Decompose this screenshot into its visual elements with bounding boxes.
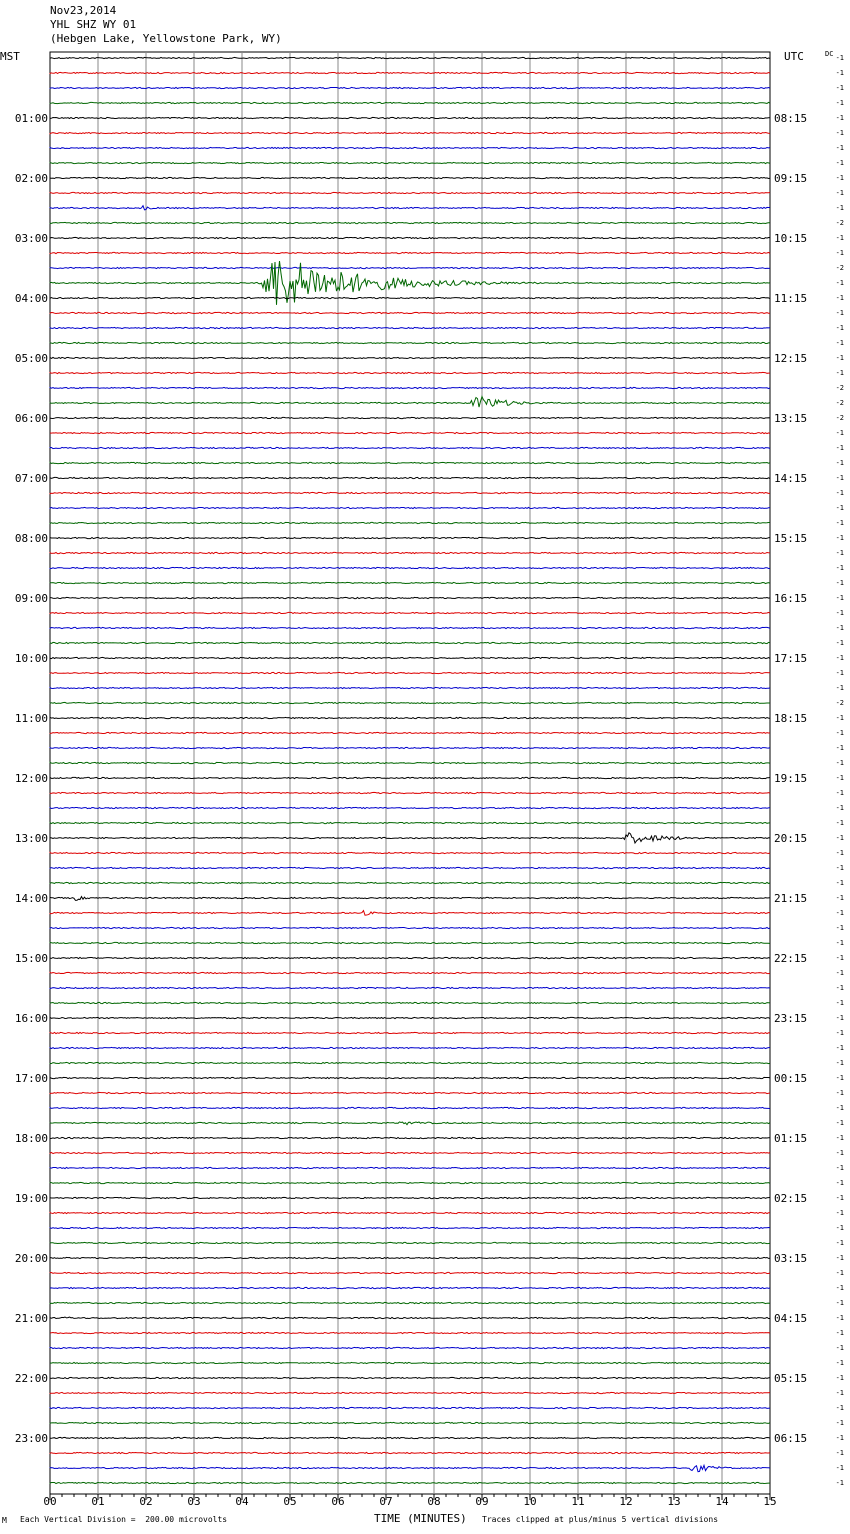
utc-hour-label: 21:15 bbox=[774, 892, 808, 905]
utc-hour-label: 22:15 bbox=[774, 952, 808, 965]
trace-row bbox=[50, 192, 770, 193]
dc-offset-label: -1 bbox=[835, 654, 844, 662]
dc-offset-label: -1 bbox=[835, 774, 844, 782]
mst-hour-label: 14:00 bbox=[14, 892, 48, 905]
dc-offset-label: -1 bbox=[835, 429, 844, 437]
dc-offset-label: -1 bbox=[835, 114, 844, 122]
utc-hour-label: 16:15 bbox=[774, 592, 808, 605]
dc-offset-label: -1 bbox=[835, 234, 844, 242]
mst-hour-label: 20:00 bbox=[14, 1252, 48, 1265]
dc-offset-label: -1 bbox=[835, 504, 844, 512]
dc-offset-label: -1 bbox=[835, 999, 844, 1007]
trace-row bbox=[50, 1257, 770, 1258]
trace-row bbox=[50, 162, 770, 163]
trace-row bbox=[50, 1182, 770, 1183]
mst-hour-label: 22:00 bbox=[14, 1372, 48, 1385]
dc-offset-label: -2 bbox=[835, 219, 844, 227]
dc-offset-label: -1 bbox=[835, 339, 844, 347]
x-tick-label: 13 bbox=[667, 1495, 681, 1508]
dc-offset-label: -1 bbox=[835, 1359, 844, 1367]
dc-offset-label: -1 bbox=[835, 84, 844, 92]
trace-row bbox=[50, 1062, 770, 1063]
right-axis-title: UTC bbox=[784, 50, 804, 63]
utc-hour-label: 23:15 bbox=[774, 1012, 808, 1025]
x-tick-label: 01 bbox=[91, 1495, 105, 1508]
dc-offset-label: -1 bbox=[835, 129, 844, 137]
dc-offset-label: -1 bbox=[835, 174, 844, 182]
trace-row bbox=[50, 1362, 770, 1363]
trace-row bbox=[50, 1302, 770, 1303]
dc-offset-label: -1 bbox=[835, 1239, 844, 1247]
dc-offset-label: -2 bbox=[835, 384, 844, 392]
dc-offset-label: -1 bbox=[835, 1029, 844, 1037]
trace-row bbox=[50, 297, 770, 298]
trace-row bbox=[50, 507, 770, 508]
mst-hour-label: 19:00 bbox=[14, 1192, 48, 1205]
mst-hour-label: 15:00 bbox=[14, 952, 48, 965]
corner-mark: M bbox=[2, 1516, 7, 1525]
mst-hour-label: 02:00 bbox=[14, 172, 48, 185]
trace-row bbox=[50, 1287, 770, 1288]
trace-row bbox=[50, 237, 770, 238]
trace-row bbox=[50, 462, 770, 463]
trace-row bbox=[50, 792, 770, 793]
dc-offset-label: -1 bbox=[835, 969, 844, 977]
trace-row bbox=[50, 957, 770, 958]
trace-row bbox=[50, 57, 770, 58]
trace-row bbox=[50, 537, 770, 538]
trace-row bbox=[50, 1092, 770, 1093]
mst-hour-label: 05:00 bbox=[14, 352, 48, 365]
dc-offset-label: -1 bbox=[835, 1059, 844, 1067]
trace-row bbox=[50, 206, 770, 210]
dc-offset-label: -1 bbox=[835, 324, 844, 332]
trace-row bbox=[50, 687, 770, 688]
trace-row bbox=[50, 717, 770, 718]
trace-row bbox=[50, 627, 770, 628]
trace-row bbox=[50, 927, 770, 928]
dc-offset-label: -1 bbox=[835, 1329, 844, 1337]
trace-row bbox=[50, 477, 770, 478]
utc-hour-label: 15:15 bbox=[774, 532, 808, 545]
mst-hour-label: 10:00 bbox=[14, 652, 48, 665]
trace-row bbox=[50, 1377, 770, 1378]
utc-hour-label: 20:15 bbox=[774, 832, 808, 845]
trace-row bbox=[50, 762, 770, 763]
x-axis-title: TIME (MINUTES) bbox=[374, 1512, 467, 1525]
trace-row bbox=[50, 1077, 770, 1078]
dc-offset-label: -1 bbox=[835, 729, 844, 737]
trace-row bbox=[50, 1227, 770, 1228]
trace-row bbox=[50, 642, 770, 643]
trace-row bbox=[50, 911, 770, 916]
dc-offset-label: -1 bbox=[835, 1014, 844, 1022]
trace-row bbox=[50, 1212, 770, 1213]
dc-offset-label: -1 bbox=[835, 444, 844, 452]
trace-row bbox=[50, 1137, 770, 1138]
trace-row bbox=[50, 882, 770, 883]
dc-offset-label: -1 bbox=[835, 834, 844, 842]
dc-offset-label: -1 bbox=[835, 519, 844, 527]
trace-row bbox=[50, 987, 770, 988]
dc-offset-label: -1 bbox=[835, 1224, 844, 1232]
dc-offset-label: -1 bbox=[835, 684, 844, 692]
trace-row bbox=[50, 942, 770, 943]
dc-offset-label: -1 bbox=[835, 579, 844, 587]
trace-row bbox=[50, 1047, 770, 1048]
x-tick-label: 09 bbox=[475, 1495, 489, 1508]
dc-offset-label: -1 bbox=[835, 1074, 844, 1082]
utc-hour-label: 13:15 bbox=[774, 412, 808, 425]
x-tick-label: 11 bbox=[571, 1495, 585, 1508]
utc-hour-label: 19:15 bbox=[774, 772, 808, 785]
trace-row bbox=[50, 117, 770, 118]
x-tick-label: 14 bbox=[715, 1495, 729, 1508]
dc-offset-label: -1 bbox=[835, 204, 844, 212]
dc-offset-label: -1 bbox=[835, 249, 844, 257]
x-tick-label: 10 bbox=[523, 1495, 537, 1508]
trace-row bbox=[50, 1317, 770, 1319]
dc-offset-label: -1 bbox=[835, 369, 844, 377]
dc-offset-label: -1 bbox=[835, 534, 844, 542]
mst-hour-label: 06:00 bbox=[14, 412, 48, 425]
trace-row bbox=[50, 582, 770, 583]
dc-header: DC bbox=[825, 50, 834, 58]
trace-row bbox=[50, 87, 770, 88]
utc-hour-label: 14:15 bbox=[774, 472, 808, 485]
dc-offset-label: -1 bbox=[835, 279, 844, 287]
trace-row bbox=[50, 1152, 770, 1153]
clip-note: Traces clipped at plus/minus 5 vertical divisions bbox=[482, 1515, 719, 1524]
trace-row bbox=[50, 397, 770, 408]
x-tick-label: 12 bbox=[619, 1495, 633, 1508]
trace-row bbox=[50, 807, 770, 808]
trace-row bbox=[50, 1392, 770, 1393]
dc-offset-label: -1 bbox=[835, 954, 844, 962]
dc-offset-label: -1 bbox=[835, 804, 844, 812]
dc-offset-label: -1 bbox=[835, 789, 844, 797]
trace-row bbox=[50, 177, 770, 178]
dc-offset-label: -1 bbox=[835, 819, 844, 827]
utc-hour-label: 02:15 bbox=[774, 1192, 808, 1205]
dc-offset-label: -2 bbox=[835, 414, 844, 422]
x-tick-label: 04 bbox=[235, 1495, 249, 1508]
dc-offset-label: -1 bbox=[835, 159, 844, 167]
utc-hour-label: 03:15 bbox=[774, 1252, 808, 1265]
utc-hour-label: 05:15 bbox=[774, 1372, 808, 1385]
trace-row bbox=[50, 1002, 770, 1003]
trace-row bbox=[50, 1422, 770, 1423]
dc-offset-label: -1 bbox=[835, 1374, 844, 1382]
trace-row bbox=[50, 852, 770, 853]
dc-offset-label: -1 bbox=[835, 1209, 844, 1217]
dc-offset-label: -1 bbox=[835, 669, 844, 677]
left-axis-title: MST bbox=[0, 50, 20, 63]
dc-offset-label: -1 bbox=[835, 1119, 844, 1127]
trace-row bbox=[50, 1465, 770, 1471]
dc-offset-label: -1 bbox=[835, 54, 844, 62]
trace-row bbox=[50, 972, 770, 973]
x-tick-label: 08 bbox=[427, 1495, 441, 1508]
dc-offset-label: -1 bbox=[835, 924, 844, 932]
mst-hour-label: 13:00 bbox=[14, 832, 48, 845]
trace-row bbox=[50, 822, 770, 823]
trace-row bbox=[50, 1452, 770, 1453]
utc-hour-label: 10:15 bbox=[774, 232, 808, 245]
dc-offset-label: -1 bbox=[835, 1344, 844, 1352]
mst-hour-label: 12:00 bbox=[14, 772, 48, 785]
trace-row bbox=[50, 1122, 770, 1125]
trace-row bbox=[50, 357, 770, 358]
dc-offset-label: -1 bbox=[835, 459, 844, 467]
trace-row bbox=[50, 567, 770, 568]
plot-date: Nov23,2014 bbox=[50, 4, 117, 17]
mst-hour-label: 07:00 bbox=[14, 472, 48, 485]
mst-hour-label: 18:00 bbox=[14, 1132, 48, 1145]
trace-row bbox=[50, 102, 770, 103]
mst-hour-label: 09:00 bbox=[14, 592, 48, 605]
x-tick-label: 02 bbox=[139, 1495, 153, 1508]
trace-row bbox=[50, 702, 770, 703]
trace-row bbox=[50, 1482, 770, 1483]
mst-hour-label: 08:00 bbox=[14, 532, 48, 545]
mst-hour-label: 17:00 bbox=[14, 1072, 48, 1085]
dc-offset-label: -1 bbox=[835, 1089, 844, 1097]
trace-row bbox=[50, 732, 770, 733]
dc-offset-label: -1 bbox=[835, 1404, 844, 1412]
dc-offset-label: -1 bbox=[835, 939, 844, 947]
dc-offset-label: -1 bbox=[835, 549, 844, 557]
dc-offset-label: -1 bbox=[835, 759, 844, 767]
dc-offset-label: -1 bbox=[835, 864, 844, 872]
dc-offset-label: -1 bbox=[835, 69, 844, 77]
dc-offset-label: -1 bbox=[835, 594, 844, 602]
dc-offset-label: -1 bbox=[835, 1254, 844, 1262]
trace-row bbox=[50, 327, 770, 328]
trace-row bbox=[50, 252, 770, 253]
dc-offset-label: -1 bbox=[835, 1179, 844, 1187]
mst-hour-label: 21:00 bbox=[14, 1312, 48, 1325]
trace-row bbox=[50, 672, 770, 673]
trace-row bbox=[50, 897, 770, 901]
dc-offset-label: -1 bbox=[835, 1134, 844, 1142]
trace-row bbox=[50, 1017, 770, 1018]
trace-row bbox=[50, 132, 770, 133]
dc-offset-label: -1 bbox=[835, 99, 844, 107]
dc-offset-label: -1 bbox=[835, 1419, 844, 1427]
dc-offset-label: -1 bbox=[835, 1269, 844, 1277]
trace-row bbox=[50, 72, 770, 73]
utc-hour-label: 04:15 bbox=[774, 1312, 808, 1325]
utc-hour-label: 00:15 bbox=[774, 1072, 808, 1085]
trace-row bbox=[50, 522, 770, 523]
dc-offset-label: -1 bbox=[835, 609, 844, 617]
dc-offset-label: -1 bbox=[835, 1284, 844, 1292]
trace-row bbox=[50, 1032, 770, 1033]
utc-hour-label: 11:15 bbox=[774, 292, 808, 305]
mst-hour-label: 01:00 bbox=[14, 112, 48, 125]
dc-offset-label: -1 bbox=[835, 1044, 844, 1052]
x-tick-label: 03 bbox=[187, 1495, 201, 1508]
utc-hour-label: 08:15 bbox=[774, 112, 808, 125]
station-code: YHL SHZ WY 01 bbox=[50, 18, 137, 31]
dc-offset-label: -1 bbox=[835, 564, 844, 572]
trace-row bbox=[50, 147, 770, 148]
dc-offset-label: -1 bbox=[835, 1479, 844, 1487]
trace-row bbox=[50, 1242, 770, 1243]
mst-hour-label: 04:00 bbox=[14, 292, 48, 305]
trace-row bbox=[50, 1347, 770, 1348]
utc-hour-label: 12:15 bbox=[774, 352, 808, 365]
dc-offset-label: -1 bbox=[835, 354, 844, 362]
trace-row bbox=[50, 597, 770, 598]
trace-row bbox=[50, 1167, 770, 1168]
trace-row bbox=[50, 1197, 770, 1198]
dc-offset-label: -1 bbox=[835, 849, 844, 857]
trace-row bbox=[50, 342, 770, 343]
dc-offset-label: -1 bbox=[835, 144, 844, 152]
x-tick-label: 07 bbox=[379, 1495, 393, 1508]
mst-hour-label: 11:00 bbox=[14, 712, 48, 725]
trace-row bbox=[50, 1407, 770, 1408]
dc-offset-label: -1 bbox=[835, 1149, 844, 1157]
trace-row bbox=[50, 417, 770, 418]
trace-row bbox=[50, 747, 770, 748]
trace-row bbox=[50, 777, 770, 778]
trace-row bbox=[50, 612, 770, 613]
mst-hour-label: 03:00 bbox=[14, 232, 48, 245]
utc-hour-label: 17:15 bbox=[774, 652, 808, 665]
trace-row bbox=[50, 312, 770, 313]
dc-offset-label: -1 bbox=[835, 1104, 844, 1112]
dc-offset-label: -1 bbox=[835, 984, 844, 992]
dc-offset-label: -1 bbox=[835, 909, 844, 917]
dc-offset-label: -1 bbox=[835, 474, 844, 482]
trace-row bbox=[50, 1332, 770, 1333]
dc-offset-label: -1 bbox=[835, 1449, 844, 1457]
dc-offset-label: -2 bbox=[835, 399, 844, 407]
dc-offset-label: -1 bbox=[835, 624, 844, 632]
dc-offset-label: -1 bbox=[835, 1164, 844, 1172]
dc-offset-label: -1 bbox=[835, 309, 844, 317]
dc-offset-label: -1 bbox=[835, 1464, 844, 1472]
dc-offset-label: -1 bbox=[835, 744, 844, 752]
dc-offset-label: -1 bbox=[835, 1314, 844, 1322]
dc-offset-label: -1 bbox=[835, 714, 844, 722]
dc-offset-label: -2 bbox=[835, 264, 844, 272]
dc-offset-label: -1 bbox=[835, 294, 844, 302]
trace-row bbox=[50, 372, 770, 373]
trace-row bbox=[50, 387, 770, 388]
dc-offset-label: -1 bbox=[835, 1434, 844, 1442]
dc-offset-label: -1 bbox=[835, 639, 844, 647]
trace-row bbox=[50, 222, 770, 223]
trace-row bbox=[50, 867, 770, 868]
trace-row bbox=[50, 833, 770, 843]
trace-row bbox=[50, 432, 770, 433]
station-location: (Hebgen Lake, Yellowstone Park, WY) bbox=[50, 32, 282, 45]
x-tick-label: 05 bbox=[283, 1495, 297, 1508]
dc-offset-label: -1 bbox=[835, 879, 844, 887]
x-tick-label: 06 bbox=[331, 1495, 345, 1508]
dc-offset-label: -1 bbox=[835, 894, 844, 902]
utc-hour-label: 09:15 bbox=[774, 172, 808, 185]
scale-note: Each Vertical Division = 200.00 microvolts bbox=[20, 1515, 228, 1524]
mst-hour-label: 16:00 bbox=[14, 1012, 48, 1025]
trace-row bbox=[50, 1107, 770, 1108]
trace-row bbox=[50, 1437, 770, 1438]
dc-offset-label: -2 bbox=[835, 699, 844, 707]
trace-row bbox=[50, 492, 770, 493]
dc-offset-label: -1 bbox=[835, 189, 844, 197]
trace-row bbox=[50, 267, 770, 268]
utc-hour-label: 01:15 bbox=[774, 1132, 808, 1145]
utc-hour-label: 18:15 bbox=[774, 712, 808, 725]
dc-offset-label: -1 bbox=[835, 489, 844, 497]
trace-row bbox=[50, 552, 770, 553]
utc-hour-label: 06:15 bbox=[774, 1432, 808, 1445]
mst-hour-label: 23:00 bbox=[14, 1432, 48, 1445]
x-tick-label: 00 bbox=[43, 1495, 57, 1508]
x-tick-label: 15 bbox=[763, 1495, 777, 1508]
trace-row bbox=[50, 447, 770, 448]
trace-row bbox=[50, 1272, 770, 1273]
trace-row bbox=[50, 657, 770, 658]
dc-offset-label: -1 bbox=[835, 1299, 844, 1307]
dc-offset-label: -1 bbox=[835, 1194, 844, 1202]
dc-offset-label: -1 bbox=[835, 1389, 844, 1397]
